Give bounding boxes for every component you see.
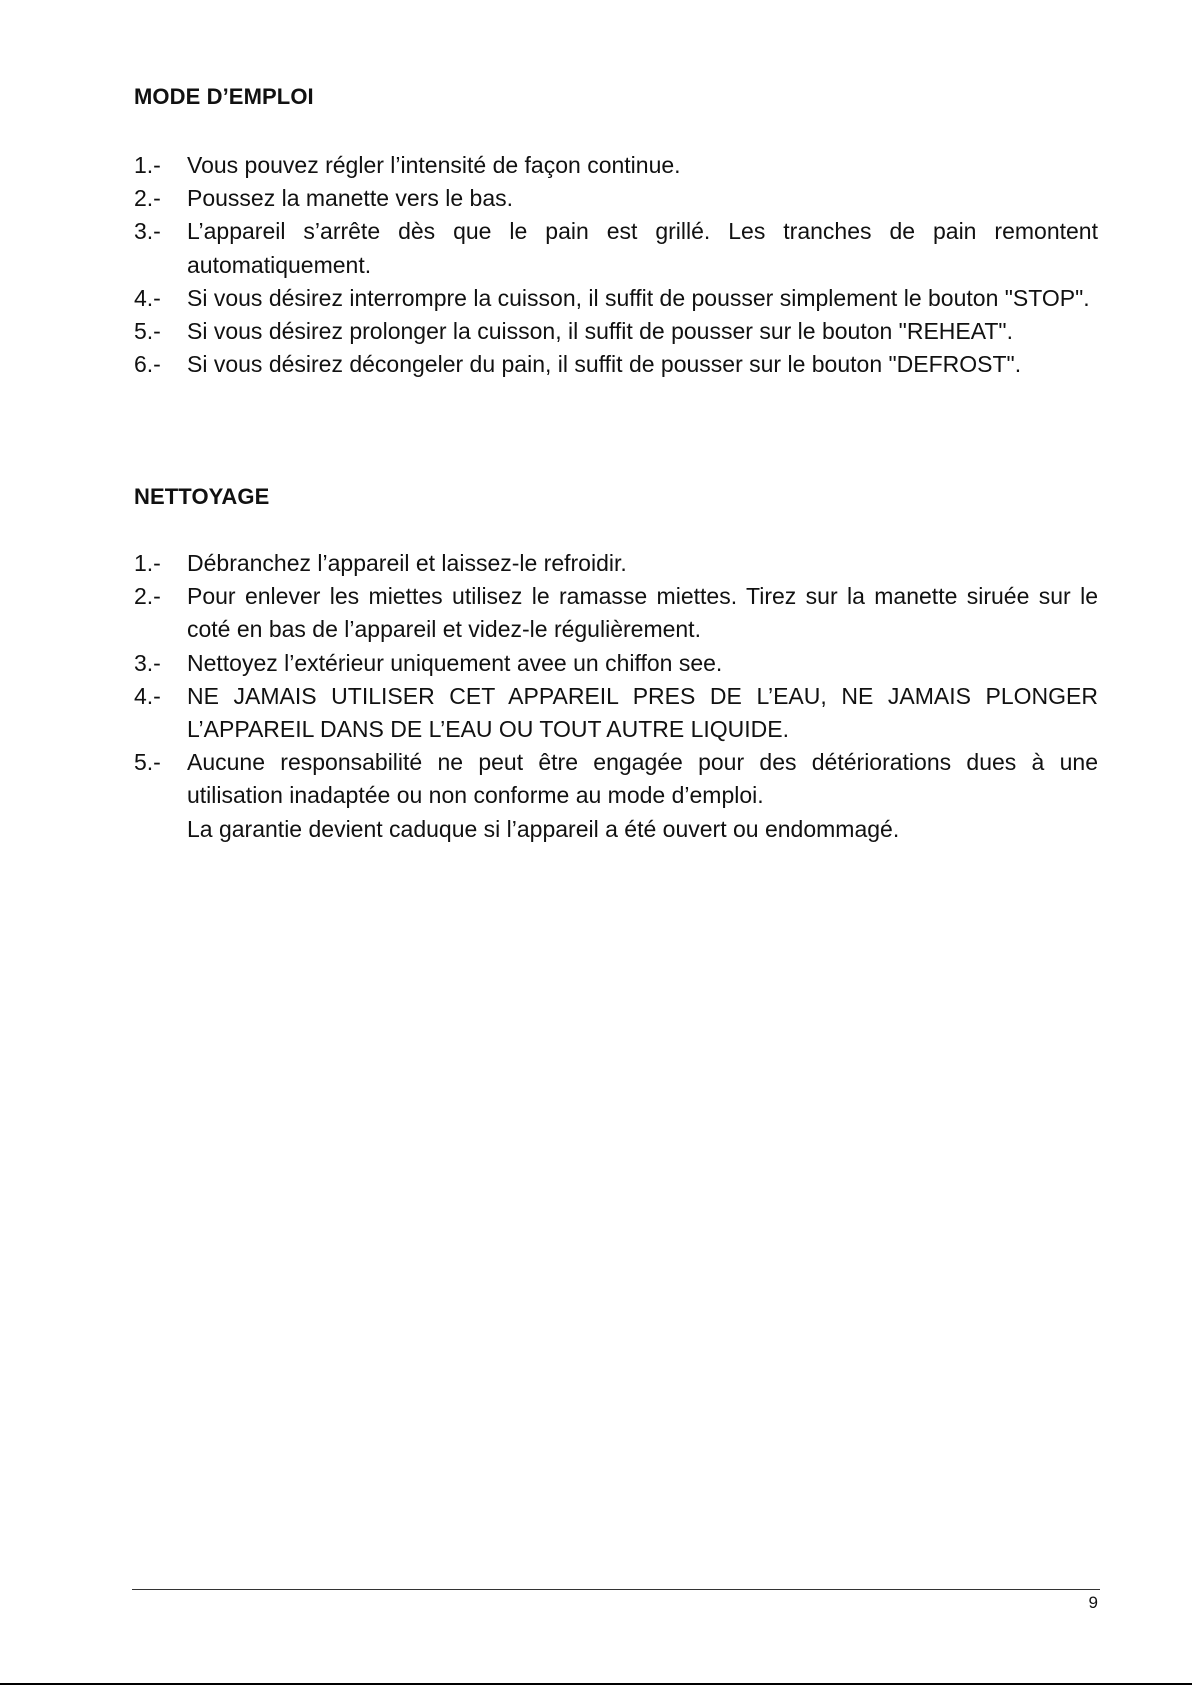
list-item [134, 680, 1098, 746]
nettoyage-list [134, 547, 1098, 846]
item-number: 2.- [134, 583, 161, 610]
item-number: 4.- [134, 682, 161, 709]
section-title-nettoyage: NETTOYAGE [134, 484, 270, 509]
item-number: 1.- [134, 152, 161, 178]
item-text-continuation: La garantie devient caduque si l’appareil a été ouvert ou endommagé. [187, 815, 900, 842]
item-number: 2.- [134, 185, 161, 212]
item-text: Si vous désirez interrompre la cuisson, il suffit de pousser simplement le bouton "STOP". [187, 284, 1090, 311]
section-title-mode-emploi: MODE D’EMPLOI [134, 84, 314, 109]
item-text: Vous pouvez régler l’intensité de façon continue. [187, 152, 681, 178]
item-number: 3.- [134, 218, 161, 245]
item-number: 5.- [134, 749, 161, 776]
list-item [134, 746, 1098, 846]
item-text: Si vous désirez décongeler du pain, il suffit de pousser sur le bouton "DEFROST". [187, 351, 1022, 378]
mode-emploi-list [134, 149, 1098, 381]
list-item [134, 282, 1098, 315]
item-number: 4.- [134, 284, 161, 311]
item-text: Poussez la manette vers le bas. [187, 185, 513, 212]
list-item [134, 647, 1098, 680]
item-text: Nettoyez l’extérieur uniquement avee un chiffon see. [187, 649, 723, 676]
list-item [134, 182, 1098, 215]
item-text: L’appareil s’arrête dès que le pain est grillé. Les tranches de pain remontent automatiquement. [187, 218, 1098, 278]
item-text: Débranchez l’appareil et laissez-le refroidir. [187, 550, 627, 576]
list-item [134, 315, 1098, 348]
list-item [134, 348, 1098, 381]
list-item [134, 215, 1098, 281]
item-text: Pour enlever les miettes utilisez le ramasse miettes. Tirez sur la manette siruée sur le coté en bas de l’appareil et videz-le régulièrement. [187, 583, 1098, 643]
item-text: Si vous désirez prolonger la cuisson, il suffit de pousser sur le bouton "REHEAT". [187, 318, 1013, 345]
footer-divider [132, 1589, 1100, 1590]
list-item [134, 547, 1098, 580]
item-number: 6.- [134, 351, 161, 378]
list-item [134, 580, 1098, 646]
item-text: NE JAMAIS UTILISER CET APPAREIL PRES DE L’EAU, NE JAMAIS PLONGER L’APPAREIL DANS DE L’EAU OU TOUT AUTRE LIQUIDE. [187, 682, 1098, 743]
item-number: 3.- [134, 649, 161, 676]
item-text: Aucune responsabilité ne peut être engagée pour des détériorations dues à une utilisation inadaptée ou non conforme au mode d’emploi. [187, 749, 1098, 809]
list-item [134, 149, 1098, 182]
page-number: 9 [1088, 1593, 1098, 1612]
item-number: 1.- [134, 550, 161, 576]
item-number: 5.- [134, 318, 161, 345]
